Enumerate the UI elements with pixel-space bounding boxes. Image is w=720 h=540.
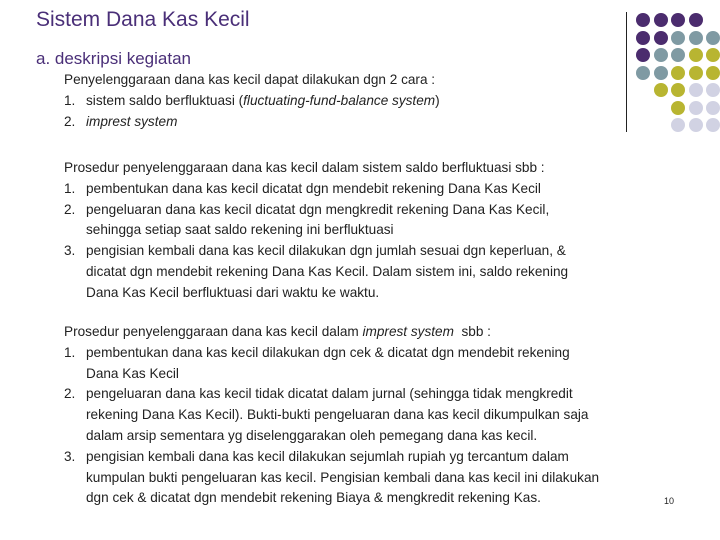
decorative-dot [689,83,703,97]
decorative-dot [654,31,668,45]
decorative-dot [689,48,703,62]
list-text: pengeluaran dana kas kecil tidak dicatat dalam jurnal (sehingga tidak mengkredit [86,386,573,402]
list-number: 2. [64,386,76,402]
list-item [64,384,599,405]
decorative-divider [626,12,627,132]
page-number: 10 [664,496,675,506]
list-text: pengeluaran dana kas kecil dicatat dgn mengkredit rekening Dana Kas Kecil, [86,201,550,217]
list-number: 1. [64,344,76,360]
list-number: 3. [64,243,76,259]
list-text-continuation: Dana Kas Kecil [86,365,179,381]
list-number: 2. [64,113,76,129]
decorative-dot [689,66,703,80]
decorative-dot [654,66,668,80]
list-text-continuation: dgn cek & dicatat dgn mendebit rekening Biaya & mengkredit rekening Kas. [86,490,541,506]
list-text-italic: fluctuating-fund-balance system [243,92,436,108]
decorative-dot [706,66,720,80]
decorative-dot [689,101,703,115]
decorative-dot [706,83,720,97]
intro-text: Prosedur penyelenggaraan dana kas kecil dalam [64,324,359,339]
list-item [64,447,599,468]
list-text: pengisian kembali dana kas kecil dilakukan dgn jumlah sesuai dgn keperluan, & [86,243,566,259]
list-text: ) [435,92,440,108]
decorative-dot [654,48,668,62]
fluctuating-procedure-block [64,158,568,304]
list-text-continuation: rekening Dana Kas Kecil). Bukti-bukti pengeluaran dana kas kecil dikumpulkan saja [86,407,589,423]
list-number: 1. [64,180,76,196]
decorative-dot [706,31,720,45]
list-text-continuation: kumpulan bukti pengeluaran kas kecil. Pengisian kembali dana kas kecil ini dilakukan [86,469,600,485]
imprest-procedure-block [64,322,599,509]
list-number: 2. [64,201,76,217]
list-item [64,179,568,200]
list-text: pembentukan dana kas kecil dilakukan dgn cek & dicatat dgn mendebit rekening [86,344,570,360]
paragraph-intro: Prosedur penyelenggaraan dana kas kecil dalam sistem saldo berfluktuasi sbb : [64,160,545,175]
list-number: 3. [64,448,76,464]
list-text-continuation: sehingga setiap saat saldo rekening ini berfluktuasi [86,222,394,238]
paragraph-intro [64,322,599,343]
decorative-dot [689,118,703,132]
decorative-dot [706,48,720,62]
decorative-dot [636,13,650,27]
decorative-dot [671,48,685,62]
decorative-dot [636,48,650,62]
decorative-dot [689,13,703,27]
list-item [64,200,568,221]
decorative-dot [636,66,650,80]
decorative-dot [671,101,685,115]
decorative-dot [671,31,685,45]
decorative-dot [671,13,685,27]
decorative-dot [706,101,720,115]
decorative-dot [671,118,685,132]
list-text: sistem saldo berfluktuasi ( [86,92,244,108]
decorative-dot [671,66,685,80]
intro-text-italic: imprest system [362,324,454,339]
decorative-dot [654,13,668,27]
intro-text: sbb : [461,324,491,339]
paragraph-intro: Penyelenggaraan dana kas kecil dapat dilakukan dgn 2 cara : [64,72,436,87]
list-text: pembentukan dana kas kecil dicatat dgn mendebit rekening Dana Kas Kecil [86,180,541,196]
decorative-dot [689,31,703,45]
slide-subtitle: a. deskripsi kegiatan [36,49,191,68]
list-text-italic: imprest system [86,113,178,129]
list-item [64,343,599,364]
decorative-dot [636,31,650,45]
description-block [64,70,440,132]
slide-title: Sistem Dana Kas Kecil [36,8,250,31]
list-item [64,112,440,133]
list-text-continuation: Dana Kas Kecil berfluktuasi dari waktu ke waktu. [86,284,380,300]
list-text: pengisian kembali dana kas kecil dilakukan sejumlah rupiah yg tercantum dalam [86,448,569,464]
decorative-dot [654,83,668,97]
decorative-dot [706,118,720,132]
decorative-dot [671,83,685,97]
list-number: 1. [64,92,76,108]
list-item [64,241,568,262]
list-item [64,91,440,112]
list-text-continuation: dicatat dgn mendebit rekening Dana Kas Kecil. Dalam sistem ini, saldo rekening [86,263,569,279]
list-text-continuation: dalam arsip sementara yg diselenggarakan oleh pemegang dana kas kecil. [86,427,538,443]
